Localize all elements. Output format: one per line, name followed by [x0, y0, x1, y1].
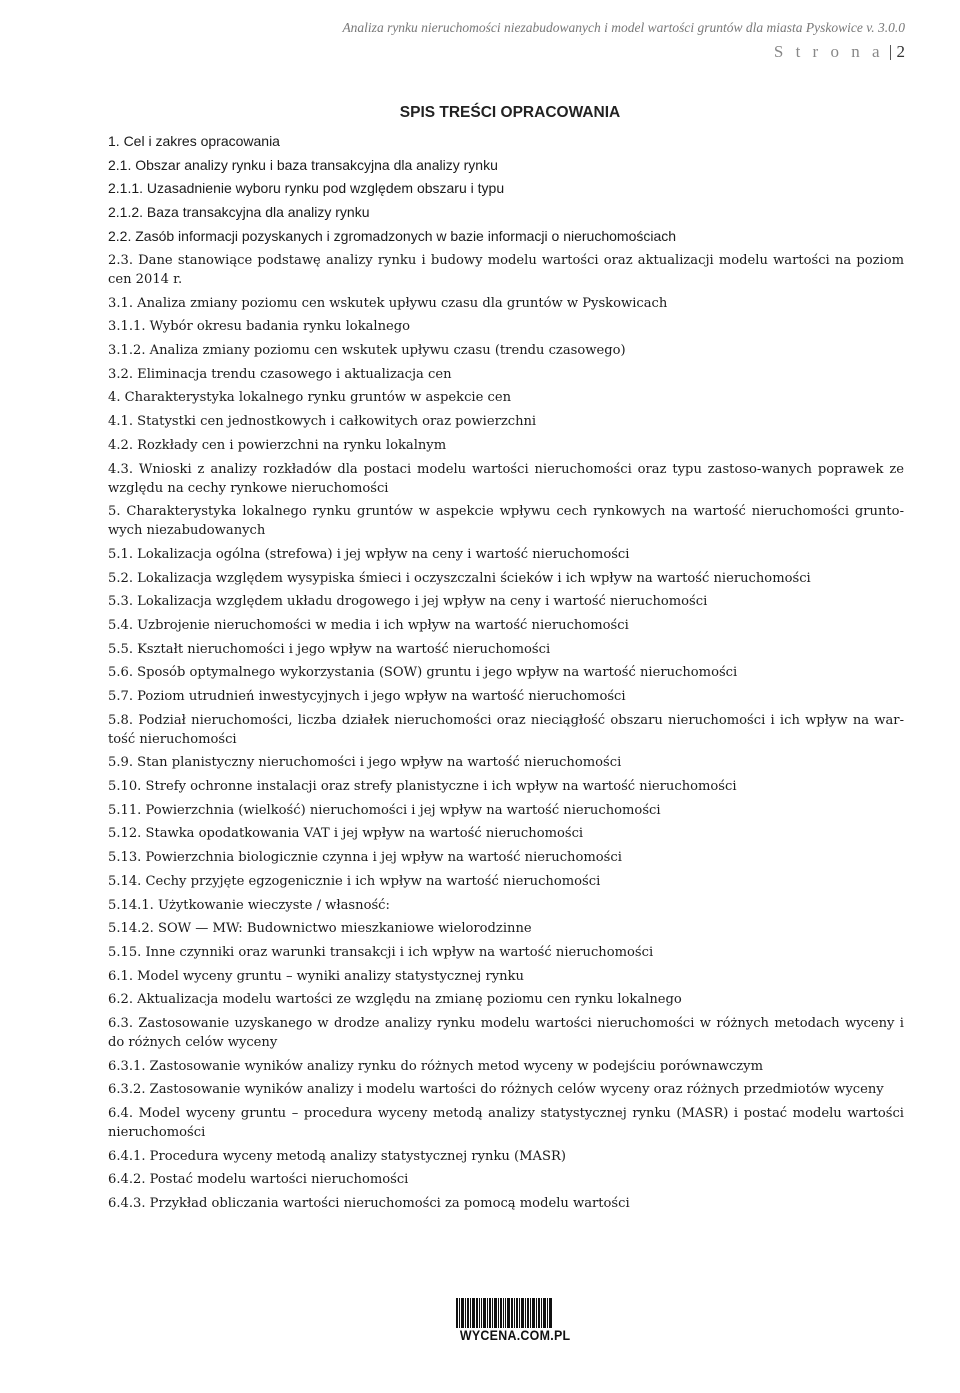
toc-entry[interactable]: 6.3.1. Zastosowanie wyników analizy rynku do różnych metod wyceny w podejściu porównawczym: [108, 1058, 763, 1074]
toc-entry[interactable]: 6.4.2. Postać modelu wartości nieruchomości: [108, 1172, 409, 1188]
page-number: 2: [896, 42, 905, 61]
toc-entry[interactable]: 6.3. Zastosowanie uzyskanego w drodze analizy rynku modelu wartości nieruchomości w różnych metodach wyceny i do różnych celów wyceny: [108, 1015, 904, 1050]
toc-entry[interactable]: 5. Charakterystyka lokalnego rynku gruntów w aspekcie wpływu cech rynkowych na wartość nieruchomości grunto-wych niezabudowanych: [108, 504, 904, 539]
toc-entry[interactable]: 2.2. Zasób informacji pozyskanych i zgromadzonych w bazie informacji o nieruchomościach: [108, 227, 677, 244]
toc-entry[interactable]: 5.4. Uzbrojenie nieruchomości w media i ich wpływ na wartość nieruchomości: [108, 617, 629, 633]
toc-heading: SPIS TREŚCI OPRACOWANIA: [399, 104, 621, 121]
toc-entry[interactable]: 5.5. Kształt nieruchomości i jego wpływ na wartość nieruchomości: [108, 641, 551, 657]
toc-entry[interactable]: 5.11. Powierzchnia (wielkość) nieruchomości i jej wpływ na wartość nieruchomości: [108, 802, 661, 818]
toc-list-part2: [108, 251, 904, 1218]
toc-entry[interactable]: 6.1. Model wyceny gruntu – wyniki analizy statystycznej rynku: [108, 968, 524, 984]
toc-entry[interactable]: 4.1. Statystki cen jednostkowych i całkowitych oraz powierzchni: [108, 414, 537, 430]
toc-entry[interactable]: 5.13. Powierzchnia biologicznie czynna i jej wpływ na wartość nieruchomości: [108, 850, 622, 866]
toc-entry[interactable]: 5.14. Cechy przyjęte egzogenicznie i ich wpływ na wartość nieruchomości: [108, 873, 601, 889]
page-separator: [890, 45, 891, 60]
document-title: Analiza rynku nieruchomości niezabudowanych i model wartości gruntów dla miasta Pyskowice v. 3.0.0: [342, 20, 905, 35]
toc-entry[interactable]: 4. Charakterystyka lokalnego rynku gruntów w aspekcie cen: [108, 390, 512, 406]
page-label: S t r o n a: [773, 42, 884, 61]
toc-entry[interactable]: 5.12. Stawka opodatkowania VAT i jej wpływ na wartość nieruchomości: [108, 826, 584, 842]
toc-entry[interactable]: 1. Cel i zakres opracowania: [108, 133, 280, 149]
toc-entry[interactable]: 5.15. Inne czynniki oraz warunki transakcji i ich wpływ na wartość nieruchomości: [108, 944, 654, 960]
toc-entry[interactable]: 3.2. Eliminacja trendu czasowego i aktualizacja cen: [108, 366, 452, 382]
barcode-icon: [456, 1298, 552, 1328]
page-header: [342, 20, 905, 62]
toc-entry[interactable]: 5.9. Stan planistyczny nieruchomości i jego wpływ na wartość nieruchomości: [108, 755, 622, 771]
toc-entry[interactable]: 6.4. Model wyceny gruntu – procedura wyceny metodą analizy statystycznej rynku (MASR) i postać modelu wartości nieruchomości: [108, 1106, 904, 1140]
toc-entry[interactable]: 5.1. Lokalizacja ogólna (strefowa) i jej wpływ na ceny i wartość nieruchomości: [108, 546, 630, 562]
toc-list-part1: [108, 132, 904, 250]
toc-entry[interactable]: 5.3. Lokalizacja względem układu drogowego i jej wpływ na ceny i wartość nieruchomości: [108, 594, 708, 610]
footer-logo: [456, 1298, 571, 1343]
toc-entry[interactable]: 3.1. Analiza zmiany poziomu cen wskutek upływu czasu dla gruntów w Pyskowicach: [108, 295, 668, 311]
toc-entry[interactable]: 6.2. Aktualizacja modelu wartości ze względu na zmianę poziomu cen rynku lokalnego: [108, 992, 682, 1008]
toc-entry[interactable]: 5.10. Strefy ochronne instalacji oraz strefy planistyczne i ich wpływ na wartość nieruchomości: [108, 779, 737, 795]
page-indicator: [342, 42, 905, 62]
toc-entry[interactable]: 3.1.1. Wybór okresu badania rynku lokalnego: [108, 319, 411, 335]
toc-entry[interactable]: 5.6. Sposób optymalnego wykorzystania (SOW) gruntu i jego wpływ na wartość nieruchomości: [108, 665, 738, 681]
toc-entry[interactable]: 3.1.2. Analiza zmiany poziomu cen wskutek upływu czasu (trendu czasowego): [108, 343, 626, 359]
toc-entry[interactable]: 2.3. Dane stanowiące podstawę analizy rynku i budowy modelu wartości oraz aktualizacji modelu wartości na poziom cen 2014 r.: [108, 253, 904, 287]
toc-entry[interactable]: 2.1.2. Baza transakcyjna dla analizy rynku: [108, 204, 370, 221]
toc-entry[interactable]: 6.4.3. Przykład obliczania wartości nieruchomości za pomocą modelu wartości: [108, 1196, 630, 1212]
logo-text: WYCENA.COM.PL: [459, 1328, 571, 1343]
toc-entry[interactable]: 5.14.1. Użytkowanie wieczyste / własność:: [108, 897, 390, 913]
toc-entry[interactable]: 6.3.2. Zastosowanie wyników analizy i modelu wartości do różnych celów wyceny oraz różnych przedmiotów wyceny: [108, 1082, 884, 1098]
toc-entry[interactable]: 2.1. Obszar analizy rynku i baza transakcyjna dla analizy rynku: [108, 156, 498, 173]
toc-entry[interactable]: 5.7. Poziom utrudnień inwestycyjnych i jego wpływ na wartość nieruchomości: [108, 689, 626, 704]
toc-entry[interactable]: 5.14.2. SOW — MW: Budownictwo mieszkaniowe wielorodzinne: [108, 921, 532, 937]
toc-entry[interactable]: 5.8. Podział nieruchomości, liczba działek nieruchomości oraz nieciągłość obszaru nieruchomości i ich wpływ na war-tość nieruchomości: [108, 712, 904, 747]
toc-entry[interactable]: 4.3. Wnioski z analizy rozkładów dla postaci modelu wartości nieruchomości oraz typu zastoso-wanych poprawek ze względu na cechy rynkowe nieruchomości: [108, 461, 904, 496]
toc-entry[interactable]: 2.1.1. Uzasadnienie wyboru rynku pod względem obszaru i typu: [108, 180, 505, 197]
toc-entry[interactable]: 5.2. Lokalizacja względem wysypiska śmieci i oczyszczalni ścieków i ich wpływ na wartość nieruchomości: [108, 570, 811, 586]
toc-entry[interactable]: 6.4.1. Procedura wyceny metodą analizy statystycznej rynku (MASR): [108, 1148, 566, 1164]
toc-entry[interactable]: 4.2. Rozkłady cen i powierzchni na rynku lokalnym: [108, 437, 447, 453]
